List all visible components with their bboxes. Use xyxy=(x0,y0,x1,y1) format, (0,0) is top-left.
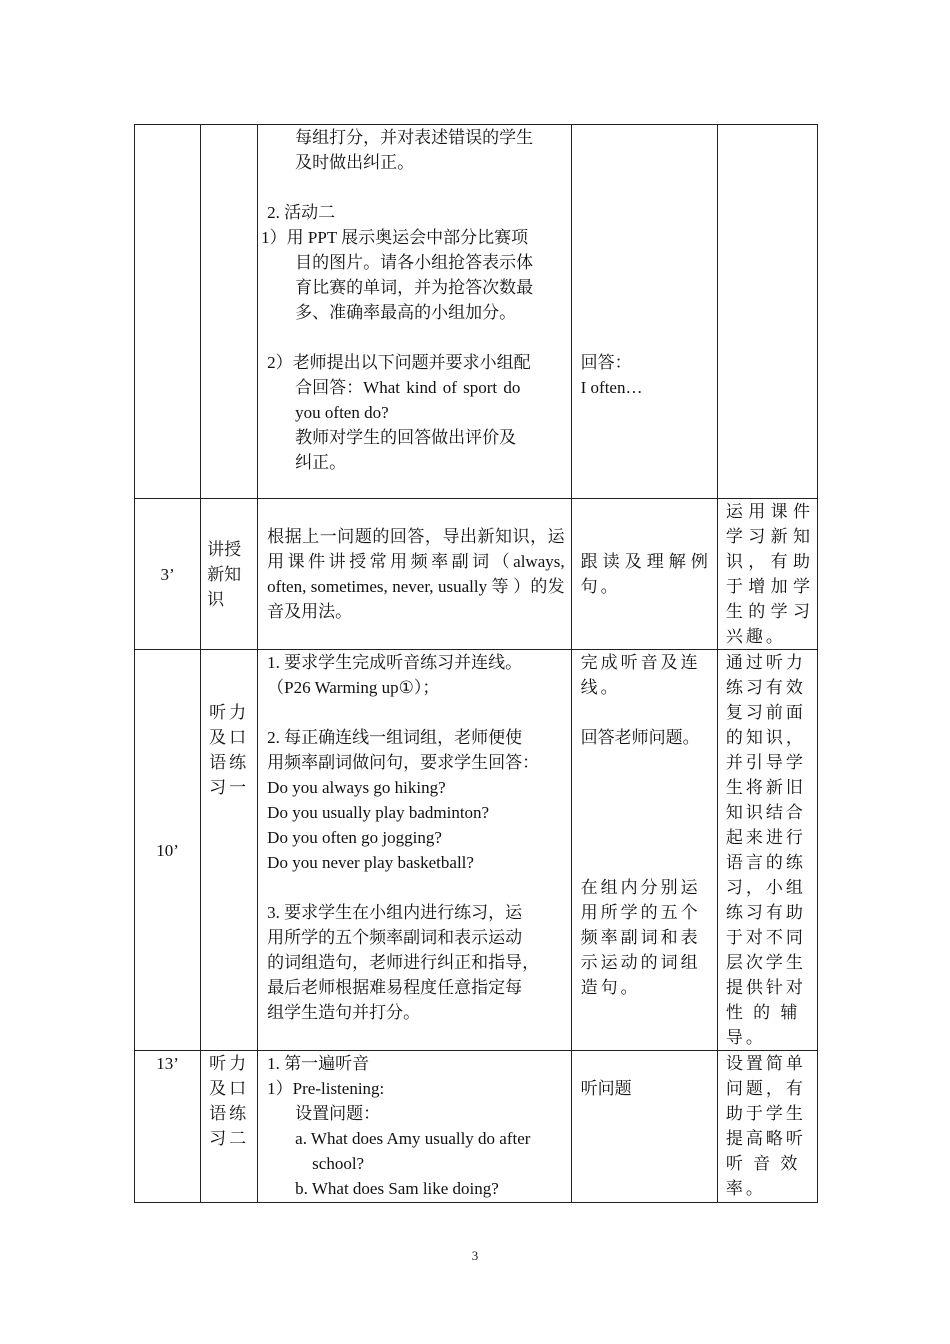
stage-cell xyxy=(201,499,258,650)
spacer xyxy=(267,325,564,350)
spacer xyxy=(267,700,564,725)
text-line: 组学生造句并打分。 xyxy=(267,1003,421,1022)
time-cell xyxy=(135,125,201,499)
text-line: 1）Pre-listening: xyxy=(267,1079,385,1098)
text-line: Do you often go jogging? xyxy=(267,828,442,847)
text-line: school? xyxy=(312,1154,365,1173)
stage-cell xyxy=(201,650,258,1051)
purpose-cell xyxy=(717,125,817,499)
text-line: 育比赛的单词，并为抢答次数最 xyxy=(295,278,534,297)
purpose-text: 运用课件学习新知识，有助于增加学生的学习兴趣。 xyxy=(725,502,813,646)
page-number: 3 xyxy=(471,1248,479,1263)
time-cell: 13’ xyxy=(135,1051,201,1203)
teacher-activity-cell xyxy=(258,125,571,499)
text-line: 回答： xyxy=(580,353,632,372)
student-activity-cell xyxy=(571,650,717,1051)
text-line: Do you usually play badminton? xyxy=(267,803,490,822)
teacher-activity-cell xyxy=(258,650,571,1051)
text-line: Do you never play basketball? xyxy=(267,853,474,872)
time-cell: 3’ xyxy=(135,499,201,650)
stage-cell xyxy=(201,125,258,499)
spacer xyxy=(267,875,564,900)
table-row xyxy=(135,650,818,1051)
time-cell: 10’ xyxy=(135,650,201,1051)
text-line: 2）老师提出以下问题并要求小组配 xyxy=(267,353,531,372)
table-row xyxy=(135,499,818,650)
student-activity-text: 完成听音及连线。 xyxy=(580,653,701,697)
text-line: 及时做出纠正。 xyxy=(295,153,415,172)
student-activity-text: 听问题 xyxy=(580,1079,632,1098)
table-row xyxy=(135,125,818,499)
text-line: 1）用 PPT 展示奥运会中部分比赛项 xyxy=(261,228,529,247)
text-line: 1. 要求学生完成听音练习并连线。 xyxy=(267,653,523,672)
student-activity-text: 回答老师问题。 xyxy=(580,728,700,747)
teacher-activity-text: 根据上一问题的回答，导出新知识，运用课件讲授常用频率副词（always, often, sometimes, never, usually 等 ）的发音及用法。 xyxy=(267,527,565,621)
text-line: you often do? xyxy=(295,403,389,422)
text-line: 最后老师根据难易程度任意指定每 xyxy=(267,978,523,997)
stage-label: 讲授新知识 xyxy=(207,539,242,609)
text-line: 设置问题： xyxy=(295,1104,381,1123)
text-line: 的词组造句，老师进行纠正和指导， xyxy=(267,953,540,972)
student-activity-cell xyxy=(571,1051,717,1203)
text-line: a. What does Amy usually do after xyxy=(295,1129,531,1148)
text-line: 3. 要求学生在小组内进行练习，运 xyxy=(267,903,523,922)
student-activity-text: 跟读及理解例句。 xyxy=(580,552,711,596)
stage-label: 听力及口语练习一 xyxy=(209,703,250,797)
text-line: 1. 第一遍听音 xyxy=(267,1054,370,1073)
text-line: 用所学的五个频率副词和表示运动 xyxy=(267,928,523,947)
purpose-text: 设置简单问题，有助于学生提高略听听 音 效率。 xyxy=(725,1054,806,1198)
purpose-cell xyxy=(717,499,817,650)
stage-label: 听力及口语练习二 xyxy=(209,1054,250,1148)
teacher-activity-cell xyxy=(258,1051,571,1203)
text-line: 合回答：What kind of sport do xyxy=(295,378,521,397)
text-line: 目的图片。请各小组抢答表示体 xyxy=(295,253,534,272)
text-line: 多、准确率最高的小组加分。 xyxy=(295,303,517,322)
text-line: 教师对学生的回答做出评价及 xyxy=(295,428,517,447)
purpose-text: 通过听力练习有效复习前面的知识，并引导学生将新旧知识结合起来进行语言的练习，小组练习有助于对不同层次学生提供针对性 的 辅导。 xyxy=(725,653,806,1047)
purpose-cell xyxy=(717,650,817,1051)
text-line: 纠正。 xyxy=(295,453,347,472)
table-row xyxy=(135,1051,818,1203)
text-line: 2. 活动二 xyxy=(267,203,336,222)
stage-cell xyxy=(201,1051,258,1203)
text-line: Do you always go hiking? xyxy=(267,778,446,797)
text-line: （P26 Warming up①）； xyxy=(267,678,440,697)
spacer xyxy=(267,175,564,200)
purpose-cell xyxy=(717,1051,817,1203)
lesson-plan-table xyxy=(134,124,818,1203)
student-activity-cell xyxy=(571,125,717,499)
teacher-activity-cell xyxy=(258,499,571,650)
student-activity-text: 在组内分别运用所学的五个频率副词和表示运动的词组造句。 xyxy=(580,878,701,997)
text-line: I often… xyxy=(580,378,643,397)
student-activity-cell xyxy=(571,499,717,650)
text-line: b. What does Sam like doing? xyxy=(295,1179,499,1198)
text-line: 每组打分，并对表述错误的学生 xyxy=(295,128,534,147)
text-line: 用频率副词做问句，要求学生回答： xyxy=(267,753,540,772)
text-line: 2. 每正确连线一组词组，老师便使 xyxy=(267,728,523,747)
